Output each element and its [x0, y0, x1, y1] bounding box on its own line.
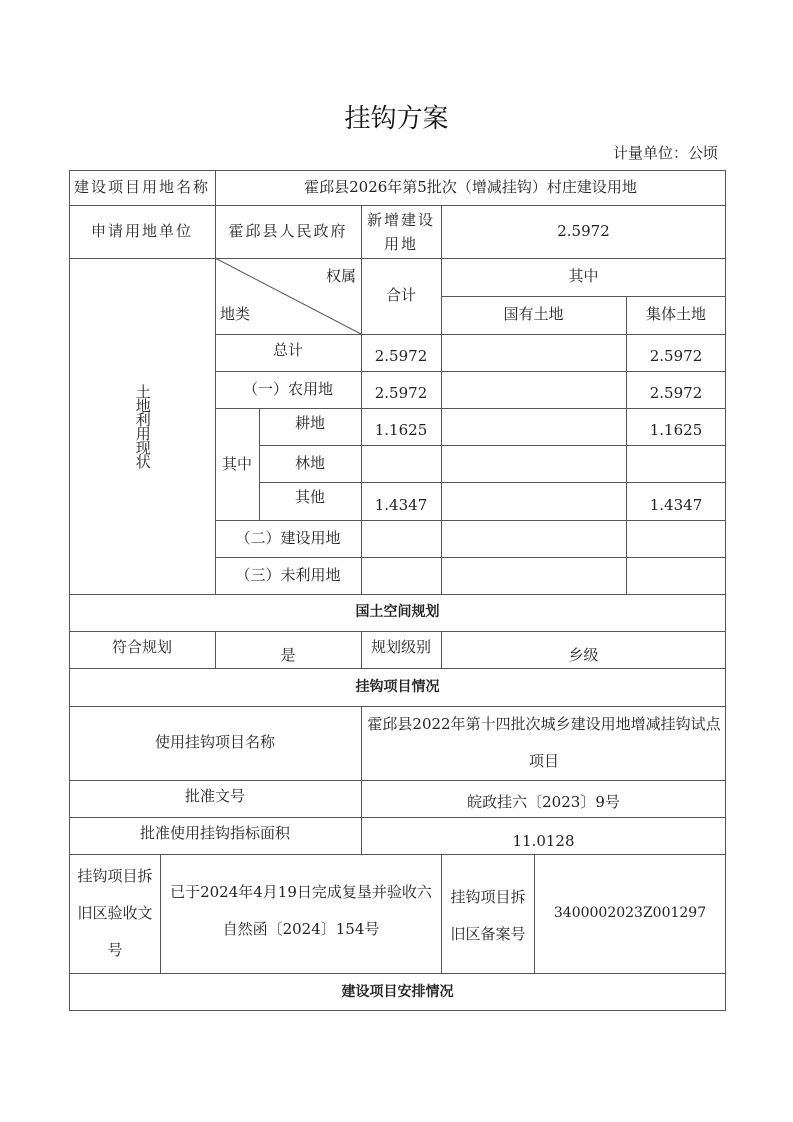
approval-label: 批准文号 — [184, 786, 245, 805]
header-land-type: 地类 — [220, 305, 251, 324]
row-state-value — [441, 482, 626, 520]
row-label-agricultural: （一）农用地 — [242, 379, 333, 398]
header-ownership: 权属 — [325, 267, 356, 286]
row-total-value — [361, 557, 441, 594]
unit-label: 计量单位：公顷 — [612, 144, 718, 162]
row-label-forest: 林地 — [294, 453, 325, 472]
applicant-value: 霍邱县人民政府 — [228, 221, 348, 240]
row-collective-value — [626, 520, 726, 557]
header-collective-land: 集体土地 — [645, 305, 706, 324]
level-value: 乡级 — [568, 645, 599, 664]
document-title: 挂钩方案 — [344, 104, 449, 134]
row-collective-value: 1.4347 — [649, 496, 703, 515]
project-name-value: 霍邱县2026年第5批次（增减挂钩）村庄建设用地 — [304, 177, 637, 196]
area-value: 11.0128 — [512, 831, 575, 850]
of-which-sublabel: 其中 — [221, 455, 252, 473]
conform-value: 是 — [280, 645, 296, 664]
record-value: 3400002023Z001297 — [553, 905, 707, 922]
acceptance-value: 已于2024年4月19日完成复垦并验收六自然函〔2024〕154号 — [170, 883, 432, 938]
new-land-value: 2.5972 — [557, 221, 610, 240]
row-total-value: 2.5972 — [374, 346, 428, 365]
header-state-land: 国有土地 — [503, 305, 564, 324]
row-state-value — [441, 408, 626, 445]
col-divider — [160, 854, 161, 973]
row-total-value — [361, 520, 441, 557]
row-label-total: 总计 — [272, 340, 303, 359]
applicant-label: 申请用地单位 — [90, 221, 193, 240]
row-total-value: 1.4347 — [374, 496, 428, 515]
row-collective-value: 1.1625 — [649, 420, 703, 439]
row-collective-value — [626, 557, 726, 594]
record-label: 挂钩项目拆旧区备案号 — [450, 888, 526, 943]
project-name-label: 建设项目用地名称 — [73, 177, 210, 196]
row-collective-value: 2.5972 — [649, 383, 703, 402]
new-land-label: 新增建设用地 — [366, 211, 435, 253]
header-of-which: 其中 — [568, 267, 599, 286]
row-label-other: 其他 — [294, 488, 325, 507]
hook-name-label: 使用挂钩项目名称 — [154, 733, 275, 752]
header-total: 合计 — [385, 286, 416, 305]
row-total-value: 1.1625 — [374, 420, 428, 439]
row-label-cultivated: 耕地 — [294, 413, 325, 432]
row-state-value — [441, 445, 626, 482]
arrangement-section-title: 建设项目安排情况 — [341, 983, 454, 1000]
row-state-value — [441, 557, 626, 594]
acceptance-label: 挂钩项目拆旧区验收文号 — [77, 867, 153, 959]
hook-name-value: 霍邱县2022年第十四批次城乡建设用地增减挂钩试点项目 — [367, 715, 721, 770]
approval-value: 皖政挂六〔2023〕9号 — [467, 792, 620, 811]
land-use-section-label: 土地利用现状 — [133, 384, 152, 468]
conform-label: 符合规划 — [111, 637, 172, 656]
level-label: 规划级别 — [370, 637, 431, 656]
hook-section-title: 挂钩项目情况 — [355, 678, 440, 695]
row-label-construction: （二）建设用地 — [235, 528, 341, 547]
row-total-value: 2.5972 — [374, 383, 428, 402]
row-state-value — [441, 334, 626, 371]
row-state-value — [441, 371, 626, 408]
row-label-unused: （三）未利用地 — [235, 565, 341, 584]
col-divider — [441, 854, 442, 973]
area-label: 批准使用挂钩指标面积 — [139, 823, 290, 842]
row-total-value — [361, 445, 441, 482]
row-state-value — [441, 520, 626, 557]
planning-section-title: 国土空间规划 — [355, 604, 440, 621]
row-collective-value — [626, 445, 726, 482]
row-collective-value: 2.5972 — [649, 346, 703, 365]
